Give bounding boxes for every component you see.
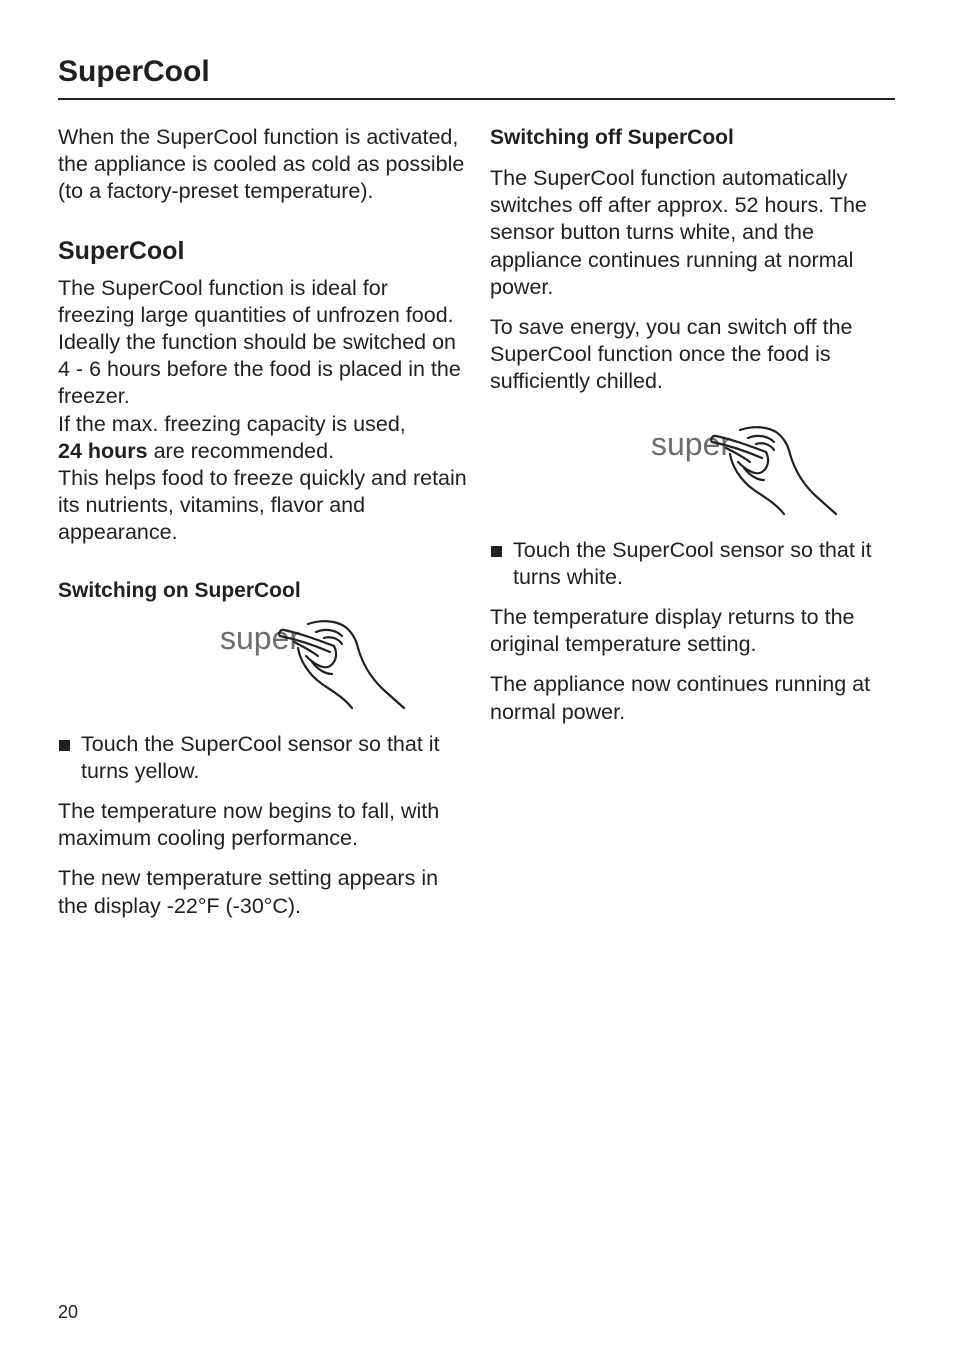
switch-on-instruction-text: Touch the SuperCool sensor so that it turns yellow. bbox=[81, 731, 440, 783]
square-bullet-icon bbox=[59, 740, 70, 751]
capacity-paragraph bbox=[58, 411, 470, 465]
intro-paragraph: When the SuperCool function is activated, the appliance is cooled as cold as possible (to a factory-preset temperature). bbox=[58, 125, 465, 204]
display-setting-paragraph: The new temperature setting appears in the display -22°F (-30°C). bbox=[58, 866, 439, 918]
right-column bbox=[490, 124, 900, 726]
normal-power-paragraph: The appliance now continues running at normal power. bbox=[490, 672, 871, 724]
supercool-paragraph: The SuperCool function is ideal for freezing large quantities of unfrozen food. Ideally the function should be switched on 4 - 6 hours before the food is placed in the freezer. bbox=[58, 275, 461, 409]
square-bullet-icon bbox=[491, 546, 502, 557]
hours-bold: 24 hours bbox=[58, 438, 148, 463]
title-divider bbox=[58, 98, 895, 100]
capacity-text: If the max. freezing capacity is used, bbox=[58, 411, 406, 436]
hand-pointing-icon bbox=[710, 424, 845, 516]
auto-off-paragraph: The SuperCool function automatically switches off after approx. 52 hours. The sensor button turns white, and the appliance continues running at normal power. bbox=[490, 166, 867, 299]
page-number: 20 bbox=[58, 1302, 79, 1322]
recommended-text: are recommended. bbox=[147, 438, 335, 463]
switch-off-instruction bbox=[490, 537, 900, 591]
switch-on-instruction bbox=[58, 731, 470, 785]
super-sensor-illustration-on bbox=[58, 618, 470, 716]
switch-off-instruction-text: Touch the SuperCool sensor so that it turns white. bbox=[513, 537, 872, 589]
page-title: SuperCool bbox=[58, 55, 210, 88]
save-energy-paragraph: To save energy, you can switch off the SuperCool function once the food is sufficiently chilled. bbox=[490, 315, 853, 394]
benefit-paragraph: This helps food to freeze quickly and retain its nutrients, vitamins, flavor and appearance. bbox=[58, 466, 467, 545]
super-label: super bbox=[651, 425, 732, 462]
super-label: super bbox=[220, 619, 301, 656]
hand-pointing-icon bbox=[278, 618, 413, 710]
switching-off-heading: Switching off SuperCool bbox=[490, 126, 734, 149]
section-heading: SuperCool bbox=[58, 236, 185, 265]
display-returns-paragraph: The temperature display returns to the original temperature setting. bbox=[490, 605, 855, 657]
switching-on-heading: Switching on SuperCool bbox=[58, 578, 301, 602]
super-sensor-illustration-off bbox=[490, 424, 900, 522]
temperature-fall-paragraph: The temperature now begins to fall, with maximum cooling performance. bbox=[58, 799, 440, 851]
left-column bbox=[58, 124, 470, 920]
